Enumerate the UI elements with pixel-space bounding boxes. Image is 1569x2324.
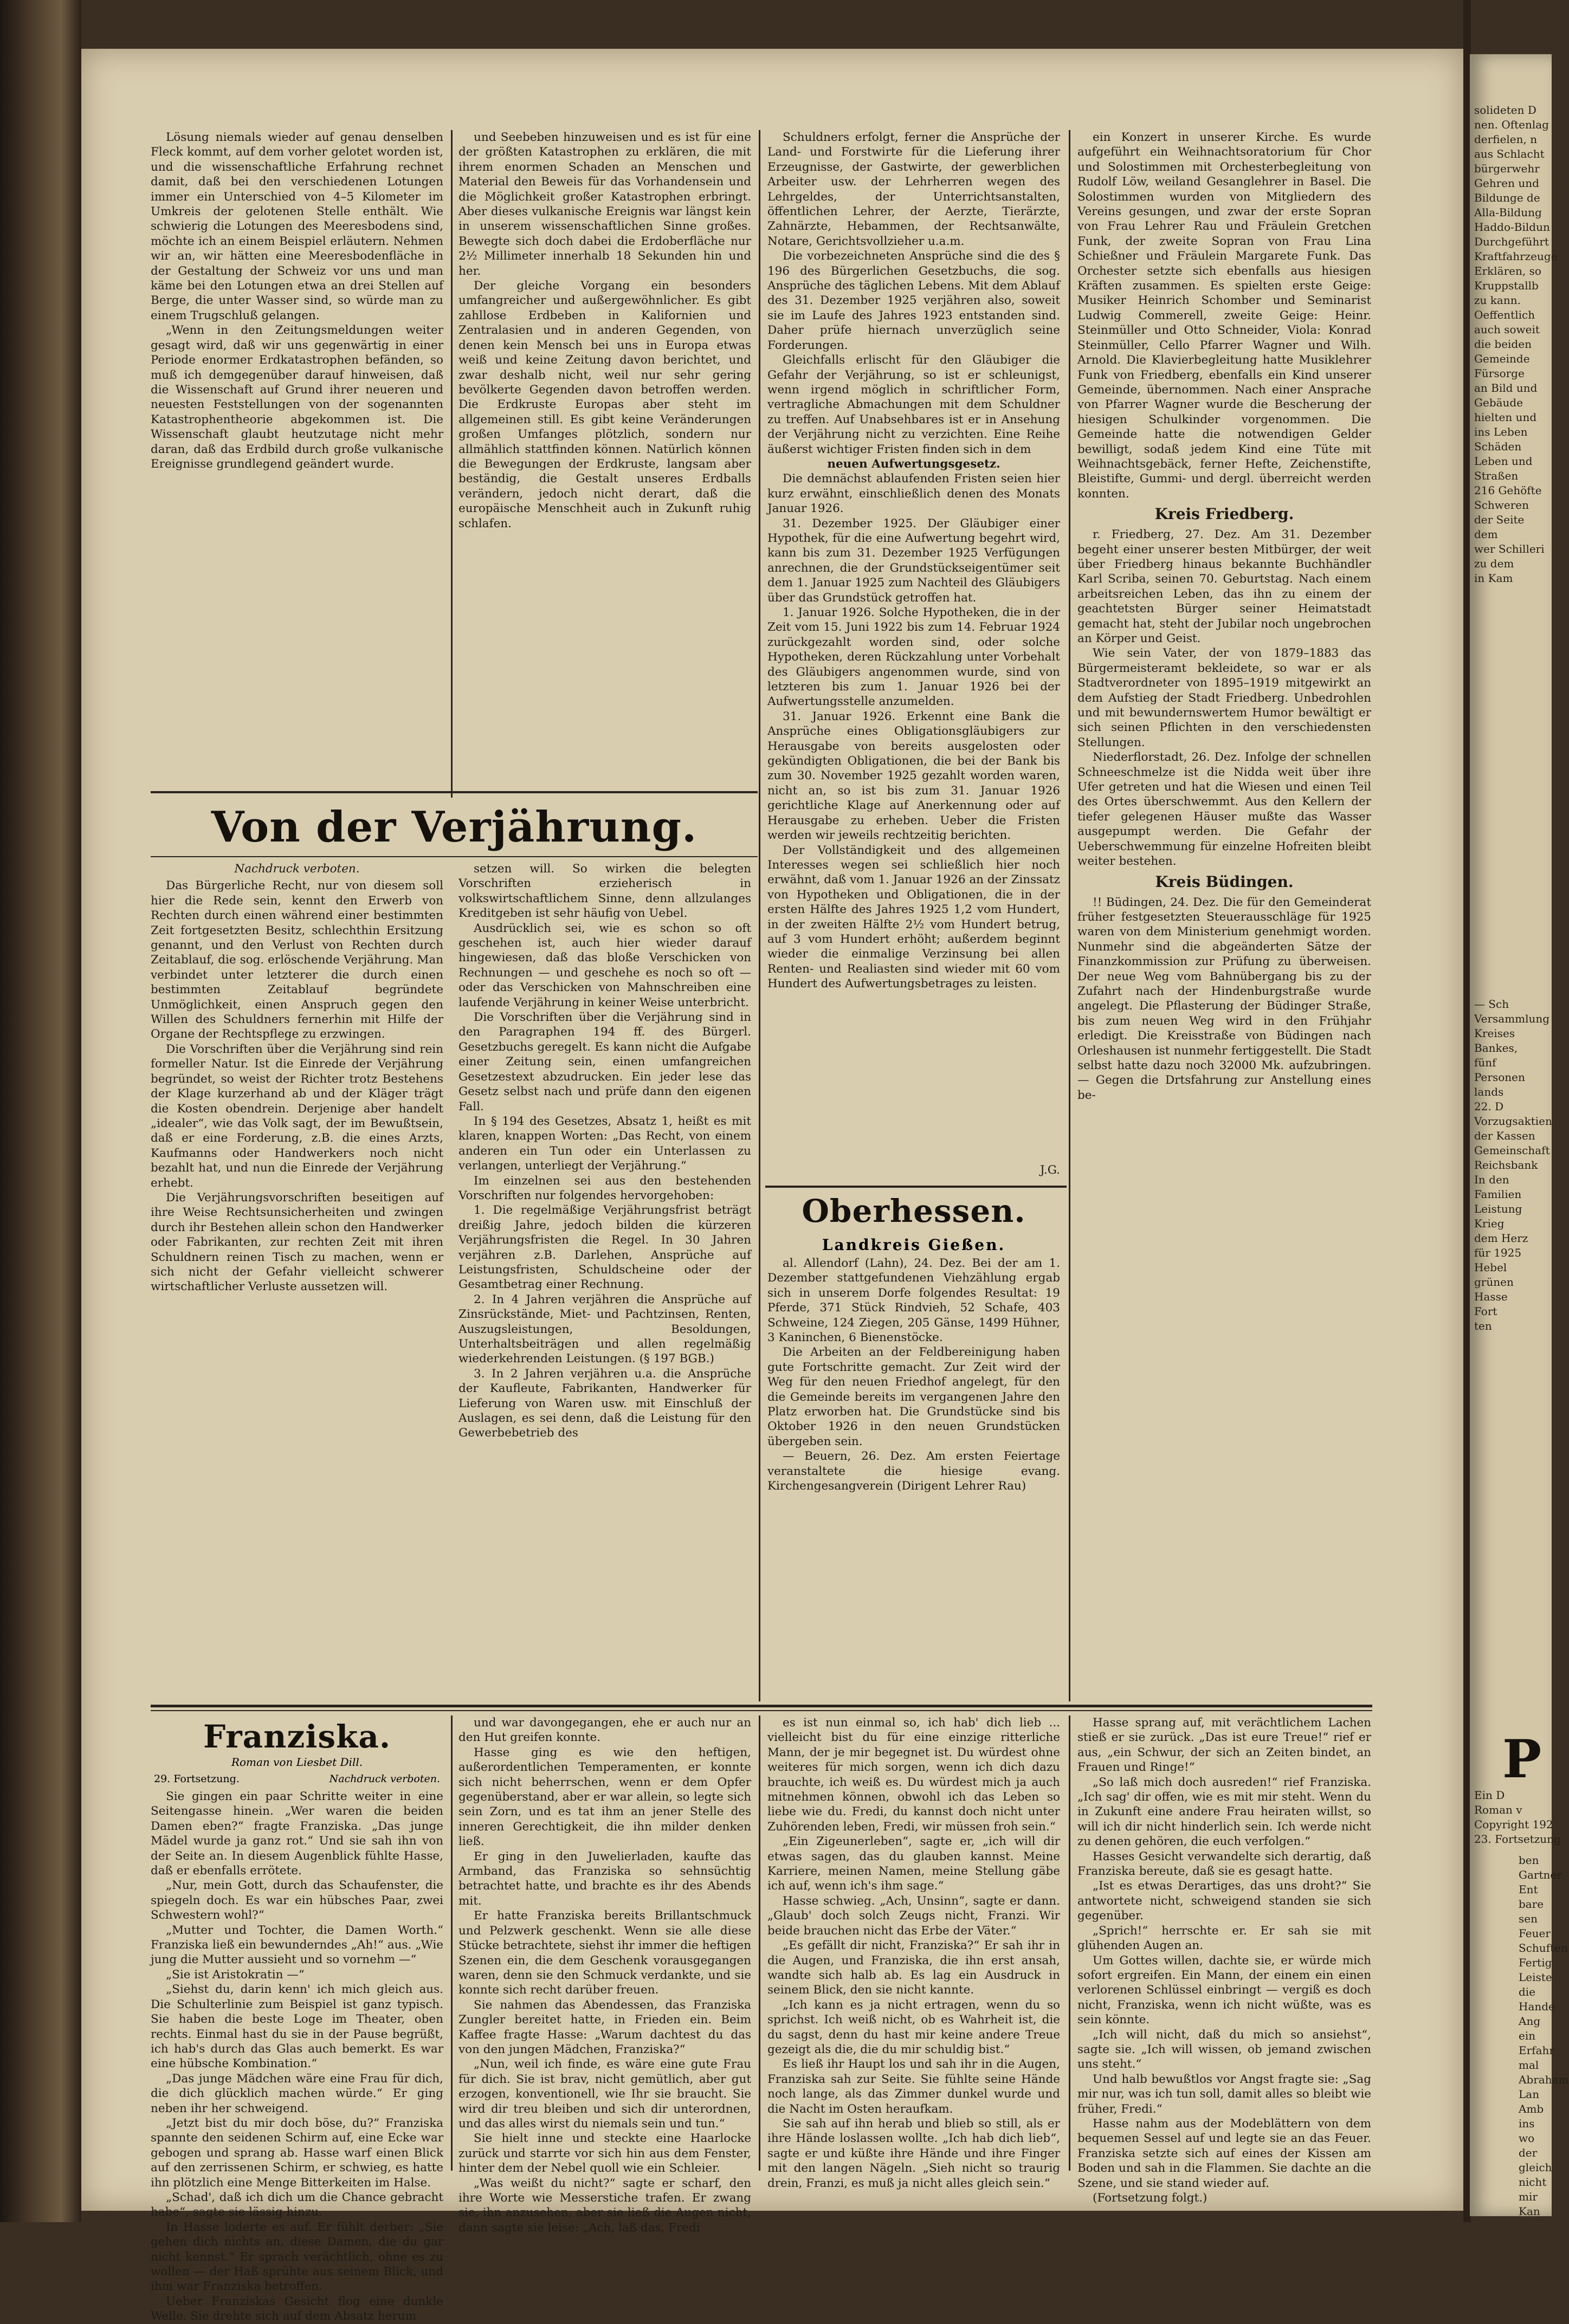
column-rule <box>451 130 453 798</box>
column-rule <box>1069 130 1070 1701</box>
text-line: Bildunge de <box>1474 191 1540 204</box>
text-line: die <box>1519 1985 1536 1998</box>
paragraph: Hasse schwieg. „Ach, Unsinn“, sagte er dann. „Glaub' doch solch Zeugs nicht, Franzi. Wir beide brauchen nicht das Erbe der Väter.“ <box>767 1894 1060 1938</box>
article-verjaehrung-continued <box>767 130 1060 1176</box>
paragraph: „Was weißt du nicht?“ sagte er scharf, den ihre Worte wie Messerstiche trafen. Er zwang sie, ihn anzusehen, aber sie ließ die Augen nicht, dann sagte sie leise: „Ach, laß das, Fredi <box>459 2176 751 2235</box>
book-binding <box>0 0 81 2222</box>
facing-page-headline-letter: P <box>1502 1729 1542 1790</box>
paragraph: r. Friedberg, 27. Dez. Am 31. Dezember begeht einer unserer besten Mitbürger, der weit über Friedberg hinaus bekannte Buchhändler Karl Scriba, seinen 70. Geburtstag. Nach einem arbeitsreichen Leben, das ihn zu einem der geachtetsten Bürger seiner Heimatstadt gemacht hat, steht der Jubilar noch ungebrochen an Körper und Geist. <box>1077 528 1371 645</box>
text-line: Hasse <box>1474 1290 1508 1303</box>
oberhessen-headline: Oberhessen. <box>802 1193 1026 1229</box>
text-line: Ein D <box>1474 1789 1505 1802</box>
paragraph: Lösung niemals wieder auf genau denselben Fleck kommt, auf dem vorher gelotet worden ist, und die wissenschaftliche Erfahrung rechnet damit, daß bei den verschiedenen Lotungen immer ein Unterschied von 4–5 Kilometer im Umkreis der gelotenen Stelle enthält. Wie schwierig die Lotungen des Meeresbodens sind, möchte ich an einem Beispiel erläutern. Nehmen wir an, wir hätten eine Meeresbodenfläche in der Gestaltung der Schweiz vor uns und man käme bei den Lotungen etwa an drei Stellen auf Berge, die unter Wasser sind, so würde man zu einem Trugschluß gelangen. <box>151 131 443 322</box>
franziska-byline: Roman von Liesbet Dill. <box>231 1756 363 1769</box>
text-line: Lan <box>1519 2088 1540 2101</box>
franziska-col3 <box>767 1716 1060 2190</box>
text-line: dem <box>1474 528 1498 541</box>
text-line: aus Schlacht <box>1474 147 1545 160</box>
text-line: Leben und <box>1474 455 1533 468</box>
text-line: 216 Gehöfte <box>1474 484 1542 497</box>
paragraph: Schuldners erfolgt, ferner die Ansprüche der Land- und Forstwirte für die Lieferung ihrer Erzeugnisse, der Gastwirte, der gewerblichen Arbeiter usw. der Lehrherren wegen des Lehrgeldes, der Unterrichtsanstalten, öffentlichen Lehrer, der Aerzte, Tierärzte, Zahnärzte, Hebammen, der Rechtsanwälte, Notare, Gerichtsvollzieher u.a.m. <box>767 131 1060 248</box>
text-line: Kraftfahrzeuge <box>1474 250 1558 263</box>
verjaehrung-col1 <box>151 862 443 1696</box>
text-line: ten <box>1474 1319 1492 1332</box>
verjaehrung-headline: Von der Verjährung. <box>211 802 698 852</box>
paragraph: In Hasse loderte es auf. Er fühlt derber: „Sie gehen dich nichts an, diese Damen, die du gar nicht kennst.“ Er sprach verächtlich, ohne es zu wollen — der Haß sprühte aus seinem Blick, und ihm war Franziska betroffen. <box>151 2220 443 2294</box>
paragraph: Sie hielt inne und steckte eine Haarlocke zurück und starrte vor sich hin aus dem Fenster, hinter dem der Nebel quoll wie ein Schleier. <box>459 2132 751 2176</box>
text-line: wo <box>1519 2132 1535 2145</box>
text-line: Gartner <box>1519 1868 1562 1881</box>
text-line: Hande <box>1519 2000 1555 2013</box>
paragraph: !! Büdingen, 24. Dez. Die für den Gemeinderat früher festgesetzten Steuerausschläge für 1925 waren von dem Ministerium genehmigt worden. Nunmehr sind die abgeänderten Sätze der Finanzkommission zur Prüfung zu überweisen. Der neue Weg vom Bahnübergang bis zu der Zufahrt nach der Hindenburgstraße wurde angelegt. Die Pflasterung der Büdinger Straße, bis zum neuen Weg wird in den Frühjahr erledigt. Die Kreisstraße von Büdingen nach Orleshausen ist nunmehr fertiggestellt. Die Stadt selbst hatte dazu noch 32000 Mk. aufzubringen. — Gegen die Drtsfahrung zur Anstellung eines be- <box>1077 895 1371 1102</box>
text-line: — Sch <box>1474 998 1509 1011</box>
paragraph: „Mutter und Tochter, die Damen Worth.“ Franziska ließ ein bewunderndes „Ah!“ aus. „Wie jung die Mutter aussieht und so vornehm —“ <box>151 1923 443 1967</box>
paragraph: „Das junge Mädchen wäre eine Frau für dich, die dich glücklich machen würde.“ Er ging neben ihr her schweigend. <box>151 2071 443 2115</box>
franziska-col4 <box>1077 1716 1371 2205</box>
facing-page-edge <box>1470 54 1569 2218</box>
oberhessen-body <box>767 1256 1060 1700</box>
text-line: Versammlung <box>1474 1012 1550 1025</box>
text-line: Personen <box>1474 1071 1525 1084</box>
text-line: In den <box>1474 1173 1509 1186</box>
paragraph: Die Vorschriften über die Verjährung sind rein formeller Natur. Ist die Einrede der Verjährung begründet, so weist der Richter trotz Bestehens der Klage kurzerhand ab und der Kläger trägt die Kosten obendrein. Derjenige aber handelt „idealer“, wie das Volk sagt, der im Bewußtsein, daß er eine Forderung, z.B. die eines Arzts, Kaufmanns oder Handwerkers noch nicht bezahlt hat, und nun die Einrede der Verjährung erhebt. <box>151 1042 443 1190</box>
text-line: Ent <box>1519 1883 1538 1896</box>
paragraph: Und halb bewußtlos vor Angst fragte sie: „Sag mir nur, was ich tun soll, damit alles so bleibt wie früher, Fredi.“ <box>1077 2072 1371 2116</box>
text-line: Alla-Bildung <box>1474 206 1542 219</box>
facing-page-novel-text <box>1519 1853 1569 2218</box>
text-line: Fertig <box>1519 1956 1552 1969</box>
text-line: Haddo-Bildun <box>1474 221 1550 234</box>
local-news-column <box>1077 130 1371 1701</box>
text-line: 23. Fortsetzung <box>1474 1833 1561 1846</box>
text-line: derfielen, n <box>1474 133 1538 146</box>
paragraph: Niederflorstadt, 26. Dez. Infolge der schnellen Schneeschmelze ist die Nidda weit über ihre Ufer getreten und hat die Wiesen und einen Teil des Ortes überschwemmt. Aus den Kellern der tiefer gelegenen Häuser mußte das Wasser ausgepumpt werden. Die Gefahr der Ueberschwemmung für einzelne Hofreiten bleibt weiter bestehen. <box>1077 750 1371 869</box>
feuilleton-divider-2 <box>151 1710 1372 1711</box>
text-line: in Kam <box>1474 572 1513 585</box>
facing-page-top-text <box>1474 103 1558 802</box>
text-line: Reichsbank <box>1474 1158 1538 1171</box>
text-line: Kruppstallb <box>1474 279 1539 292</box>
facing-page-novel-meta <box>1474 1788 1561 1848</box>
paragraph: setzen will. So wirken die belegten Vorschriften erzieherisch in volkswirtschaftlichem Sinne, denn allzulanges Kreditgeben ist sehr häufig von Uebel. <box>459 862 751 921</box>
text-line: ins Leben <box>1474 425 1528 438</box>
franziska-meta <box>151 1773 443 1785</box>
text-line: für 1925 <box>1474 1246 1522 1259</box>
text-line: Gemeinschaft <box>1474 1144 1550 1157</box>
text-line: der <box>1519 2146 1538 2159</box>
paragraph: Hasse ging es wie den heftigen, außerordentlichen Temperamenten, er konnte sich nicht beherrschen, wenn er dem Opfer gegenüberstand, aber er war allein, so legte sich sein Zorn, und es tat ihm an jener Stelle des inneren Gerechtigkeit, die ihn milder denken ließ. <box>459 1745 751 1849</box>
text-line: Kan <box>1519 2205 1540 2218</box>
text-line: zu dem <box>1474 557 1514 570</box>
paragraph: Die demnächst ablaufenden Fristen seien hier kurz erwähnt, einschließlich denen des Monats Januar 1926. <box>767 472 1060 516</box>
text-line: ins <box>1519 2117 1535 2130</box>
text-line: gleich <box>1519 2161 1552 2174</box>
paragraph: und Seebeben hinzuweisen und es ist für eine der größten Katastrophen zu erklären, die mit ihrem enormen Schaden an Menschen und Material den Beweis für das Vorhandensein und die Möglichkeit großer Katastrophen erbringt. Aber dieses vulkanische Ereignis war längst kein in unserem wissenschaftlichen Sinne großes. Bewegte sich doch dabei die Erdoberfläche nur 2½ Millimeter innerhalb 18 Sekunden hin und her. <box>459 131 751 278</box>
text-line: fünf <box>1474 1056 1496 1069</box>
paragraph: Sie gingen ein paar Schritte weiter in eine Seitengasse hinein. „Wer waren die beiden Damen eben?“ fragte Franziska. „Das junge Mädel wurde ja ganz rot.“ Und sie sah ihn von der Seite an. In diesem Augenblick fühlte Hasse, daß er ebenfalls errötete. <box>151 1790 443 1878</box>
paragraph: Sie sah auf ihn herab und blieb so still, als er ihre Hände loslassen wollte. „Ich hab dich lieb“, sagte er und küßte ihre Hände und ihre Finger mit den langen Nägeln. „Sieh nicht so traurig drein, Franzi, es muß ja nicht alles gleich sein.“ <box>767 2116 1060 2190</box>
paragraph: Es ließ ihr Haupt los und sah ihr in die Augen, Franziska sah zur Seite. Sie fühlte seine Hände noch lange, als das Zimmer dunkel wurde und die Nacht im Osten heraufkam. <box>767 2057 1060 2116</box>
text-line: Copyright 192 <box>1474 1818 1553 1831</box>
text-line: wer Schilleri <box>1474 542 1545 555</box>
paragraph: Gleichfalls erlischt für den Gläubiger die Gefahr der Verjährung, so ist er schleunigst, wenn irgend möglich in schriftlicher Form, vertragliche Abmachungen mit dem Schuldner zu treffen. Auf Unabsehbares ist er in Ansehung der Verjährung nicht zu verzichten. Eine Reihe äußerst wichtiger Fristen finden sich in dem <box>767 353 1060 456</box>
paragraph: „Ein Zigeunerleben“, sagte er, „ich will dir etwas sagen, das du glauben kannst. Meine Karriere, meinen Namen, meine Stellung gäbe ich auf, wenn ich's ihm sage.“ <box>767 1835 1060 1893</box>
text-line: 22. D <box>1474 1100 1504 1113</box>
text-line: Krieg <box>1474 1217 1505 1230</box>
paragraph: Ueber Franziskas Gesicht flog eine dunkle Welle. Sie drehte sich auf dem Absatz herum <box>151 2294 443 2323</box>
text-line: Schweren <box>1474 499 1529 512</box>
paragraph: „Sprich!“ herrschte er. Er sah sie mit glühenden Augen an. <box>1077 1924 1371 1953</box>
oberhessen-divider <box>765 1186 1067 1188</box>
facing-page-mid-text <box>1474 997 1550 1355</box>
paragraph: „Ich will nicht, daß du mich so ansiehst“, sagte sie. „Ich will wissen, ob jemand zwischen uns steht.“ <box>1077 2028 1371 2071</box>
text-line: Abraham <box>1519 2073 1569 2086</box>
paragraph: Sie nahmen das Abendessen, das Franziska Zungler bereitet hatte, in Frieden ein. Beim Kaffee fragte Hasse: „Warum dachtest du das von den jungen Mädchen, Franziska?“ <box>459 1998 751 2056</box>
column-rule <box>759 1716 760 2171</box>
text-line: dem Herz <box>1474 1232 1528 1245</box>
text-line: Leiste <box>1519 1971 1552 1984</box>
article-earthquake-col1 <box>151 130 443 787</box>
text-line: auch soweit <box>1474 323 1540 336</box>
installment-number: 29. Fortsetzung. <box>154 1773 240 1785</box>
landkreis-giessen-heading: Landkreis Gießen. <box>822 1236 1006 1254</box>
text-line: Hebel <box>1474 1261 1507 1274</box>
column-rule <box>1069 1716 1070 2171</box>
paragraph: ein Konzert in unserer Kirche. Es wurde aufgeführt ein Weihnachtsoratorium für Chor und Solostimmen mit Orchesterbegleitung von Rudolf Löw, weiland Gesanglehrer in Basel. Die Solostimmen wurden von Mitgliedern des Vereins gesungen, und zwar der erste Sopran von Frau Lehrer Rau und Fräulein Gretchen Funk, der zweite Sopran von Frau Lina Schießner und Fräulein Margarete Funk. Das Orchester setzte sich ebenfalls aus hiesigen Kräften zusammen. Es spielten erste Geige: Musiker Heinrich Schomber und Seminarist Ludwig Commerell, zweite Geige: Heinr. Steinmüller und Otto Schneider, Viola: Konrad Steinmüller, Cello Pfarrer Wagner und Wilh. Arnold. Die Klavierbegleitung hatte Musiklehrer Funk von Friedberg, ebenfalls ein Kind unserer Gemeinde, übernommen. Nach einer Ansprache von Pfarrer Wagner wurde die Bescherung der hiesigen Schulkinder vorgenommen. Die Gemeinde hatte die notwendigen Gelder bewilligt, sodaß jedem Kind eine Tüte mit Weihnachtsgebäck, ferner Hefte, Zeichenstifte, Bleistifte, Gummi- und dergl. überreicht werden konnten. <box>1077 131 1371 501</box>
text-line: Gemeinde <box>1474 352 1530 365</box>
paragraph: 31. Dezember 1925. Der Gläubiger einer Hypothek, für die eine Aufwertung begehrt wird, kann bis zum 31. Dezember 1925 Verfügungen anrechnen, die der Grundstückseigentümer seit dem 1. Januar 1925 zum Nachteil des Gläubigers über das Grundstück getroffen hat. <box>767 516 1060 605</box>
text-line: die beiden <box>1474 338 1532 351</box>
text-line: Ang <box>1519 2015 1541 2028</box>
text-line: Durchgeführt <box>1474 235 1549 248</box>
text-line: Bankes, <box>1474 1041 1518 1054</box>
text-line: Gebäude <box>1474 396 1523 409</box>
paragraph: Die Vorschriften über die Verjährung sind in den Paragraphen 194 ff. des Bürgerl. Gesetzbuchs geregelt. Es kann nicht die Aufgabe einer Zeitung sein, einen umfangreichen Gesetzestext abzudrucken. Ein jeder lese das Gesetz selbst nach und prüfe dann den eigenen Fall. <box>459 1011 751 1114</box>
text-line: Vorzugsaktien <box>1474 1115 1552 1128</box>
text-line: hielten und <box>1474 411 1537 424</box>
paragraph: „Siehst du, darin kenn' ich mich gleich aus. Die Schulterlinie zum Beispiel ist ganz typisch. Sie haben die beste Loge im Theater, oben rechts. Einmal hast du sie in der Pause begrüßt, ich hab's durch das Glas auch bemerkt. Es war eine hübsche Kombination.“ <box>151 1983 443 2071</box>
paragraph: (Fortsetzung folgt.) <box>1093 2191 1208 2205</box>
kreis-friedberg-heading: Kreis Friedberg. <box>1154 505 1294 523</box>
paragraph: Im einzelnen sei aus den bestehenden Vorschriften nur folgendes hervorgehoben: <box>459 1174 751 1202</box>
reprint-notice: Nachdruck verboten. <box>234 862 360 876</box>
text-line: Gehren und <box>1474 177 1539 190</box>
paragraph: „Wenn in den Zeitungsmeldungen weiter gesagt wird, daß wir uns gegenwärtig in einer Periode enormer Erdkatastrophen befänden, so muß ich demgegenüber darauf hinweisen, daß die Wissenschaft auf Grund ihrer neueren und neuesten Feststellungen von der sogenannten Katastrophentheorie abgekommen ist. Die Wissenschaft glaubt heutzutage nicht mehr daran, daß das Erdbild durch große vulkanische Ereignisse grundlegend geändert wurde. <box>151 323 443 471</box>
paragraph: „Sie ist Aristokratin —“ <box>166 1967 305 1982</box>
paragraph: 1. Die regelmäßige Verjährungsfrist beträgt dreißig Jahre, jedoch bilden die kürzeren Verjährungsfristen die Regel. In 30 Jahren verjähren z.B. Darlehen, Ansprüche auf Leistungsfristen, Schuldscheine oder der Gesamtbetrag einer Rechnung. <box>459 1203 751 1292</box>
paragraph: Er ging in den Juwelierladen, kaufte das Armband, das Franziska so sehnsüchtig betrachtet hatte, und brachte es ihr des Abends mit. <box>459 1849 751 1908</box>
paragraph: Die vorbezeichneten Ansprüche sind die des § 196 des Bürgerlichen Gesetzbuchs, die sog. Ansprüche des täglichen Lebens. Mit dem Ablauf des 31. Dezember 1925 verjähren also, soweit sie im Laufe des Jahres 1923 entstanden sind. Daher prüfe hiernach unverzüglich seine Forderungen. <box>767 249 1060 352</box>
text-line: lands <box>1474 1085 1504 1098</box>
text-line: Amb <box>1519 2102 1544 2115</box>
paragraph: „So laß mich doch ausreden!“ rief Franziska. „Ich sag' dir offen, wie es mit mir steht. Wenn du in Zukunft eine andere Frau heiraten willst, so will ich dir nicht hinderlich sein. Ich werde nicht zu denen gehören, die euch verfolgen.“ <box>1077 1775 1371 1849</box>
column-rule <box>759 130 760 1701</box>
paragraph: 31. Januar 1926. Erkennt eine Bank die Ansprüche eines Obligationsgläubigers zur Herausgabe von bereits ausgelosten oder gekündigten Obligationen, die bei der Bank bis zum 30. November 1925 gezahlt worden waren, nicht an, so ist bis zum 31. Januar 1926 gerichtliche Klage auf Anerkennung oder auf Herausgabe zu erheben. Ueber die Fristen werden wir jeweils rechtzeitig berichten. <box>767 709 1060 843</box>
text-line: zu kann. <box>1474 294 1521 307</box>
paragraph: Das Bürgerliche Recht, nur von diesem soll hier die Rede sein, kennt den Erwerb von Rechten durch einen während einer bestimmten Zeit fortgesetzten Besitz, schlechthin Ersitzung genannt, und den Verlust von Rechten durch Zeitablauf, die sog. erlöschende Verjährung. Man verbindet unter letzterer die durch einen bestimmten Zeitablauf begründete Unmöglichkeit, einen Anspruch gegen den Willen des Schuldners fernerhin mit Hilfe der Organe der Rechtspflege zu erzwingen. <box>151 879 443 1041</box>
franziska-col2 <box>459 1716 751 2235</box>
text-line: bare <box>1519 1898 1544 1911</box>
text-line: Erklären, so <box>1474 264 1541 277</box>
paragraph: 1. Januar 1926. Solche Hypotheken, die in der Zeit vom 15. Juni 1922 bis zum 14. Februar 1924 zurückgezahlt worden sind, oder solche Hypotheken, deren Rückzahlung unter Vorbehalt des Gläubigers angenommen wurde, sind von letzteren bis zum 1. Januar 1926 bei der Aufwertungsstelle anzumelden. <box>767 606 1060 709</box>
headline-underline <box>151 856 758 857</box>
paragraph: Die Verjährungsvorschriften beseitigen auf ihre Weise Rechtsunsicherheiten und zwingen durch ihr Bestehen allein schon den Handwerker oder Fabrikanten, zur rechten Zeit mit ihren Schuldnern reinen Tisch zu machen, wenn er sich nicht der Gefahr vielleicht schwerer wirtschaftlicher Verluste aussetzen will. <box>151 1190 443 1294</box>
text-line: der Seite <box>1474 513 1525 526</box>
paragraph: al. Allendorf (Lahn), 24. Dez. Bei der am 1. Dezember stattgefundenen Viehzählung ergab sich in unserem Dorfe folgendes Resultat: 19 Pferde, 371 Stück Rindvieh, 52 Schafe, 403 Schweine, 124 Ziegen, 205 Gänse, 1499 Hühner, 3 Kaninchen, 6 Bienenstöcke. <box>767 1257 1060 1345</box>
paragraph: „Nun, weil ich finde, es wäre eine gute Frau für dich. Sie ist brav, nicht gemütlich, aber gut erzogen, konventionell, wie Ihr sie braucht. Sie wird dir treu bleiben und sich dir unterordnen, und das alles wirst du niemals sein und tun.“ <box>459 2057 751 2131</box>
verjaehrung-col2 <box>459 862 751 1696</box>
text-line: nen. Oftenlag <box>1474 118 1549 131</box>
paragraph: „Es gefällt dir nicht, Franziska?“ Er sah ihr in die Augen, und Franziska, die ihn erst ansah, wandte sich halb ab. Es lag ein Ausdruck in seinem Blick, den sie nicht kannte. <box>767 1939 1060 1997</box>
paragraph: Die Arbeiten an der Feldbereinigung haben gute Fortschritte gemacht. Zur Zeit wird der Weg für den neuen Friedhof angelegt, für den die Gemeinde bereits im vergangenen Jahre den Platz erworben hat. Die Grundstücke sind bis Oktober 1926 in den neuen Grundstücken übergeben sein. <box>767 1345 1060 1448</box>
text-line: Leistung <box>1474 1202 1522 1215</box>
paragraph: — Beuern, 26. Dez. Am ersten Feiertage veranstaltete die hiesige evang. Kirchengesangverein (Dirigent Lehrer Rau) <box>767 1449 1060 1493</box>
paragraph: Hasses Gesicht verwandelte sich derartig, daß Franziska bereute, daß sie es gesagt hatte. <box>1077 1849 1371 1879</box>
paragraph: Um Gottes willen, dachte sie, er würde mich sofort ergreifen. Ein Mann, der einem ein einen verlorenen Schlüssel einbringt — vergiß es doch nicht, Franziska, wenn ich nicht wüßte, was es sein könnte. <box>1077 1953 1371 2027</box>
text-line: der Kassen <box>1474 1129 1535 1142</box>
paragraph: 3. In 2 Jahren verjähren u.a. die Ansprüche der Kaufleute, Fabrikanten, Handwerker für Lieferung von Waren usw. mit Einschluß der Auslagen, es sei denn, daß die Leistung für den Gewerbebetrieb des <box>459 1367 751 1440</box>
paragraph: „Jetzt bist du mir doch böse, du?“ Franziska spannte den seidenen Schirm auf, eine Ecke war gebogen und sprang ab. Hasse warf einen Blick auf den zerrissenen Schirm, er schwieg, es hatte ihn plötzlich eine Menge Bitterkeiten im Halse. <box>151 2116 443 2190</box>
text-line: grünen <box>1474 1276 1514 1289</box>
paragraph: und war davongegangen, ehe er auch nur an den Hut greifen konnte. <box>459 1716 751 1745</box>
paragraph: neuen Aufwertungsgesetz. <box>827 457 1000 471</box>
text-line: an Bild und <box>1474 381 1538 394</box>
paragraph: „Ist es etwas Derartiges, das uns droht?“ Sie antwortete nicht, schweigend standen sie sich gegenüber. <box>1077 1879 1371 1923</box>
paragraph: Wie sein Vater, der von 1879–1883 das Bürgermeisteramt bekleidete, so war er als Stadtverordneter von 1895–1919 mitgewirkt an dem Aufstieg der Stadt Friedberg. Unbedrohlen und mit bewundernswertem Humor bewältigt er sich seinen Pflichten in den verschiedensten Stellungen. <box>1077 646 1371 749</box>
text-line: Oeffentlich <box>1474 308 1535 321</box>
text-line: Fort <box>1474 1305 1497 1318</box>
text-line: mal <box>1519 2058 1539 2071</box>
kreis-buedingen-heading: Kreis Büdingen. <box>1155 872 1294 891</box>
text-line: Fürsorge <box>1474 367 1525 380</box>
text-line: sen <box>1519 1912 1538 1925</box>
paragraph: Er hatte Franziska bereits Brillantschmuck und Pelzwerk geschenkt. Wenn sie alle diese Stücke betrachtete, siehst ihr immer die heftigen Szenen ein, die dem Geschenk vorausgegangen waren, denn sie den Schmuck verdankte, und sie konnte sich recht darüber freuen. <box>459 1909 751 1997</box>
signature-initials: J.G. <box>1039 1163 1060 1177</box>
paragraph: „Schad', daß ich dich um die Chance gebracht habe“, sagte sie lässig hinzu. <box>151 2190 443 2219</box>
text-line: Feuer <box>1519 1927 1551 1940</box>
text-line: bürgerwehr <box>1474 162 1540 175</box>
text-line: nicht <box>1519 2176 1547 2189</box>
text-line: solideten D <box>1474 103 1536 116</box>
text-line: ben <box>1519 1854 1539 1867</box>
franziska-col1 <box>151 1789 443 2323</box>
text-line: Straßen <box>1474 469 1519 482</box>
text-line: Familien <box>1474 1188 1522 1201</box>
paragraph: „Nur, mein Gott, durch das Schaufenster, die spiegeln doch. Es war ein hübsches Paar, zwei Schwestern wohl?“ <box>151 1879 443 1922</box>
article-earthquake-col2 <box>459 130 751 787</box>
article-verjaehrung-signature <box>767 1163 1060 1179</box>
franziska-headline: Franziska. <box>203 1718 391 1755</box>
feuilleton-divider <box>151 1705 1372 1707</box>
paragraph: Der gleiche Vorgang ein besonders umfangreicher und außergewöhnlicher. Es gibt zahllose Erdbeben in Kalifornien und Zentralasien und in anderen Gegenden, von denen kein Mensch bei uns in Europa etwas weiß und keine Zeitung davon berichtet, und zwar deshalb nicht, weil nur sehr gering bevölkerte Gegenden davon betroffen werden. Die Erdkruste Europas aber steht im allgemeinen still. Es gibt keine Veränderungen großen Umfanges plötzlich, sondern nur allmählich stattfinden können. Natürlich können die Bewegungen der Erdkruste, langsam aber beständig, die Gestalt unseres Erdballs verändern, jedoch nicht derart, daß die europäische Menschheit auch in Zukunft ruhig schlafen. <box>459 279 751 530</box>
text-line: Schäden <box>1474 440 1522 453</box>
paragraph: Hasse sprang auf, mit verächtlichem Lachen stieß er sie zurück. „Das ist eure Treue!“ rief er aus, „ein Schwur, der sich an Zeiten bindet, an Frauen und Ringe!“ <box>1077 1716 1371 1775</box>
paragraph: Hasse nahm aus der Modeblättern von dem bequemen Sessel auf und legte sie an das Feuer. Franziska setzte sich auf eines der Kissen am Boden und sah in die Flammen. Sie dachte an die Szene, und sie stand wieder auf. <box>1077 2116 1371 2190</box>
column-rule <box>451 1716 453 2171</box>
paragraph: „Ich kann es ja nicht ertragen, wenn du so sprichst. Ich weiß nicht, ob es Wahrheit ist, die du sagst, denn du hast mir keine andere Treue gezeigt als die, die du mir schuldig bist.“ <box>767 1998 1060 2056</box>
text-line: mir <box>1519 2190 1538 2203</box>
newspaper-page <box>81 49 1463 2323</box>
paragraph: In § 194 des Gesetzes, Absatz 1, heißt es mit klaren, knappen Worten: „Das Recht, von einem anderen ein Tun oder ein Unterlassen zu verlangen, unterliegt der Verjährung.“ <box>459 1114 751 1173</box>
text-line: Roman v <box>1474 1803 1522 1816</box>
paragraph: 2. In 4 Jahren verjähren die Ansprüche auf Zinsrückstände, Miet- und Pachtzinsen, Renten, Auszugsleistungen, Besoldungen, Unterhaltsbeiträgen und allen regelmäßig wiederkehrenden Leistungen. (§ 197 BGB.) <box>459 1292 751 1366</box>
text-line: Erfahr <box>1519 2044 1554 2057</box>
paragraph: Ausdrücklich sei, wie es schon so oft geschehen ist, auch hier wieder darauf hingewiesen, daß das bloße Verschicken von Rechnungen — und geschehe es noch so oft — oder das Verschicken von Mahnschreiben eine laufende Verjährung in keiner Weise unterbricht. <box>459 921 751 1009</box>
section-divider <box>151 791 758 793</box>
paragraph: Der Vollständigkeit und des allgemeinen Interesses wegen sei schließlich hier noch erwähnt, daß vom 1. Januar 1926 an der Zinssatz von Hypotheken und Obligationen, die in der ersten Hälfte des Jahres 1925 1,2 vom Hundert, in der zweiten Hälfte 2½ vom Hundert betrug, auf 3 vom Hundert erhöht; außerdem beginnt wieder die einmalige Verzinsung bei allen Renten- und Realiasten sind wieder mit 60 vom Hundert des Aufwertungsbetrages zu leisten. <box>767 843 1060 991</box>
paragraph: es ist nun einmal so, ich hab' dich lieb ... vielleicht bist du für eine einzige ritterliche Mann, der je mir begegnet ist. Du würdest ohne weiteres für mich sorgen, wenn ich dich dazu brauchte, ich weiß es. Du würdest mich ja auch mitnehmen können, obwohl ich das Leben so liebe wie du. Fredi, du kannst doch nicht unter Zuhörenden leben, Fredi, wir müssen froh sein.“ <box>767 1716 1060 1834</box>
reprint-notice: Nachdruck verboten. <box>329 1773 440 1785</box>
text-line: Kreises <box>1474 1027 1515 1040</box>
text-line: ein <box>1519 2029 1536 2042</box>
text-line: Schuften <box>1519 1941 1568 1954</box>
